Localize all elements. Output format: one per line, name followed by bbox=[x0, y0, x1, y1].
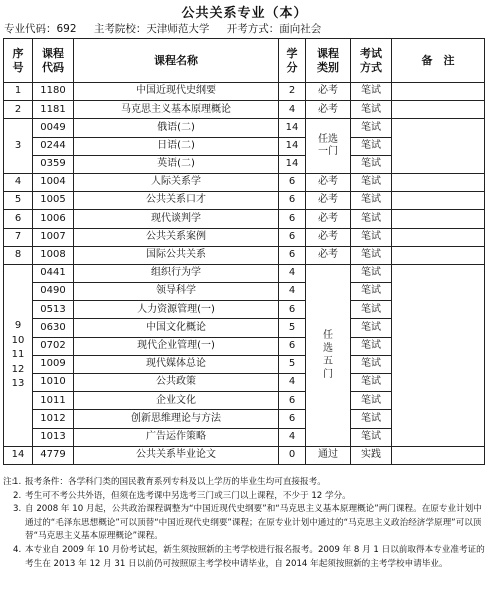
table-cell: 笔试 bbox=[351, 283, 392, 301]
table-cell: 人际关系学 bbox=[74, 173, 279, 191]
table-cell: 马克思主义基本原理概论 bbox=[74, 101, 279, 119]
table-cell: 必考 bbox=[306, 173, 351, 191]
table-row bbox=[4, 228, 485, 246]
table-cell: 公共关系案例 bbox=[74, 228, 279, 246]
text-span: 13 bbox=[11, 378, 25, 390]
table-cell: 笔试 bbox=[351, 337, 392, 355]
text-span: 2. bbox=[13, 490, 22, 501]
table-cell: 笔试 bbox=[351, 83, 392, 101]
table-cell: 笔试 bbox=[351, 374, 392, 392]
table-cell: 6 bbox=[279, 410, 306, 428]
table-cell: 5 bbox=[279, 355, 306, 373]
header-seq bbox=[4, 39, 33, 83]
table-cell: 必考 bbox=[306, 192, 351, 210]
table-cell: 0441 bbox=[33, 264, 74, 282]
table-cell bbox=[392, 119, 485, 174]
table-cell: 现代媒体总论 bbox=[74, 355, 279, 373]
table-cell: 笔试 bbox=[351, 410, 392, 428]
text-span: 9 bbox=[14, 320, 22, 332]
table-cell: 笔试 bbox=[351, 119, 392, 137]
table-cell: 5 bbox=[279, 319, 306, 337]
text-span: 序 bbox=[12, 46, 24, 60]
table-cell: 1005 bbox=[33, 192, 74, 210]
text-span: 3. bbox=[13, 504, 22, 515]
table-cell: 日语(二) bbox=[74, 137, 279, 155]
note-item bbox=[3, 490, 485, 504]
table-cell: 笔试 bbox=[351, 428, 392, 446]
text-span: 10 bbox=[11, 334, 25, 346]
elective-five-label bbox=[306, 264, 351, 446]
header-remark: 备 注 bbox=[392, 39, 485, 83]
table-cell: 0 bbox=[279, 446, 306, 464]
table-cell: 笔试 bbox=[351, 246, 392, 264]
header-name: 课程名称 bbox=[74, 39, 279, 83]
stacked-label bbox=[351, 47, 391, 75]
text-span: 自 2008 年 10 月起，公共政治课程调整为“中国近现代史纲要”和“马克思主义基本原理概论”两门课程。在原专业计划中通过的“毛泽东思想概论”可以顶替“中国近现代史纲要”课程；在原专业计划中通过的“马克思主义政治经济学原理”可以顶替“马克思主义基本原理概论”课程。 bbox=[25, 504, 482, 542]
table-cell: 4779 bbox=[33, 446, 74, 464]
table-cell bbox=[392, 173, 485, 191]
text-span: 号 bbox=[12, 60, 24, 74]
table-cell: 3 bbox=[4, 119, 33, 174]
table-cell: 中国文化概论 bbox=[74, 319, 279, 337]
text-span: 考生可不考公共外语，但须在选考课中另选考三门或三门以上课程，不少于 12 学分。 bbox=[25, 490, 351, 501]
table-cell: 6 bbox=[279, 228, 306, 246]
table-cell: 0702 bbox=[33, 337, 74, 355]
text-span: 任 bbox=[323, 330, 333, 342]
table-row bbox=[4, 210, 485, 228]
table-row bbox=[4, 246, 485, 264]
table-cell: 7 bbox=[4, 228, 33, 246]
table-cell: 1007 bbox=[33, 228, 74, 246]
header-exam bbox=[351, 39, 392, 83]
table-cell: 笔试 bbox=[351, 210, 392, 228]
text-span: 类别 bbox=[317, 60, 339, 74]
notes-lead: 注: bbox=[3, 477, 15, 487]
table-cell: 2 bbox=[4, 101, 33, 119]
table-cell bbox=[392, 101, 485, 119]
table-cell: 必考 bbox=[306, 246, 351, 264]
text-span: 课程 bbox=[317, 46, 339, 60]
table-cell: 6 bbox=[279, 173, 306, 191]
note-item bbox=[3, 476, 485, 490]
table-cell: 1010 bbox=[33, 374, 74, 392]
text-span: 分 bbox=[286, 60, 298, 74]
table-cell: 8 bbox=[4, 246, 33, 264]
table-cell: 6 bbox=[279, 246, 306, 264]
table-cell: 公共政策 bbox=[74, 374, 279, 392]
table-cell: 6 bbox=[279, 301, 306, 319]
notes-section bbox=[3, 476, 485, 571]
table-cell: 公共关系口才 bbox=[74, 192, 279, 210]
table-cell: 6 bbox=[279, 210, 306, 228]
course-table bbox=[3, 38, 485, 465]
table-cell: 4 bbox=[279, 264, 306, 282]
host-school: 主考院校：天津师范大学 bbox=[93, 23, 210, 35]
stacked-label bbox=[33, 47, 73, 75]
table-row bbox=[4, 119, 485, 137]
table-cell: 1011 bbox=[33, 392, 74, 410]
table-cell: 1008 bbox=[33, 246, 74, 264]
stacked-label bbox=[4, 47, 32, 75]
major-info bbox=[4, 21, 335, 36]
table-cell: 笔试 bbox=[351, 192, 392, 210]
table-cell: 现代企业管理(一) bbox=[74, 337, 279, 355]
table-cell: 0513 bbox=[33, 301, 74, 319]
table-cell: 笔试 bbox=[351, 264, 392, 282]
table-cell: 广告运作策略 bbox=[74, 428, 279, 446]
text-span: 选 bbox=[323, 343, 333, 355]
table-cell: 0630 bbox=[33, 319, 74, 337]
table-cell: 0490 bbox=[33, 283, 74, 301]
text-span: 12 bbox=[11, 363, 25, 375]
table-cell: 人力资源管理(一) bbox=[74, 301, 279, 319]
table-cell bbox=[392, 192, 485, 210]
table-cell: 必考 bbox=[306, 228, 351, 246]
table-cell bbox=[392, 246, 485, 264]
text-span: 课程 bbox=[42, 46, 64, 60]
table-cell: 笔试 bbox=[351, 355, 392, 373]
text-span: 门 bbox=[323, 369, 333, 381]
text-span: 报考条件：各学科门类的国民教育系列专科及以上学历的毕业生均可直接报考。 bbox=[25, 477, 326, 487]
stacked-label bbox=[4, 319, 32, 392]
table-cell: 笔试 bbox=[351, 155, 392, 173]
table-cell bbox=[392, 264, 485, 446]
table-cell: 5 bbox=[4, 192, 33, 210]
table-cell: 14 bbox=[279, 137, 306, 155]
text-span: 一门 bbox=[318, 146, 338, 158]
table-cell: 国际公共关系 bbox=[74, 246, 279, 264]
table-cell: 1 bbox=[4, 83, 33, 101]
stacked-label bbox=[306, 47, 350, 75]
exam-mode: 开考方式：面向社会 bbox=[226, 23, 322, 35]
table-cell: 1013 bbox=[33, 428, 74, 446]
table-row bbox=[4, 192, 485, 210]
table-cell: 4 bbox=[279, 101, 306, 119]
text-span: 本专业自 2009 年 10 月份考试起，新生须按照新的主考学校进行报名报考。2009 年 8 月 1 日以前取得本专业准考证的考生在 2013 年 12 月 31 日以前仍可按照原主考学校申请毕业，自 2014 年起须按照新的主考学校申请毕业。 bbox=[25, 544, 485, 569]
table-cell bbox=[392, 210, 485, 228]
table-cell: 英语(二) bbox=[74, 155, 279, 173]
table-cell: 必考 bbox=[306, 83, 351, 101]
text-span: 学 bbox=[286, 46, 298, 60]
note-item bbox=[3, 544, 485, 571]
table-cell: 0049 bbox=[33, 119, 74, 137]
table-row bbox=[4, 101, 485, 119]
table-row bbox=[4, 83, 485, 101]
table-cell: 0359 bbox=[33, 155, 74, 173]
table-cell: 1181 bbox=[33, 101, 74, 119]
table-cell: 6 bbox=[4, 210, 33, 228]
text-span: 考试 bbox=[360, 46, 382, 60]
table-cell: 0244 bbox=[33, 137, 74, 155]
text-span: 4. bbox=[13, 544, 22, 555]
table-cell: 创新思维理论与方法 bbox=[74, 410, 279, 428]
table-cell: 实践 bbox=[351, 446, 392, 464]
table-cell: 笔试 bbox=[351, 137, 392, 155]
table-cell: 笔试 bbox=[351, 301, 392, 319]
note-item bbox=[3, 503, 485, 544]
table-cell bbox=[392, 83, 485, 101]
table-cell: 通过 bbox=[306, 446, 351, 464]
table-row bbox=[4, 264, 485, 282]
table-cell: 1004 bbox=[33, 173, 74, 191]
table-cell: 笔试 bbox=[351, 392, 392, 410]
table-cell: 14 bbox=[4, 446, 33, 464]
text-span: 11 bbox=[11, 349, 25, 361]
table-cell: 1012 bbox=[33, 410, 74, 428]
table-cell: 14 bbox=[279, 155, 306, 173]
text-span: 1. bbox=[13, 477, 22, 487]
table-cell: 6 bbox=[279, 392, 306, 410]
header-code bbox=[33, 39, 74, 83]
seq-group-9-13 bbox=[4, 264, 33, 446]
table-cell: 4 bbox=[279, 283, 306, 301]
table-cell bbox=[392, 446, 485, 464]
table-cell: 4 bbox=[279, 374, 306, 392]
table-cell: 14 bbox=[279, 119, 306, 137]
table-cell: 俄语(二) bbox=[74, 119, 279, 137]
text-span: 代码 bbox=[42, 60, 64, 74]
table-cell: 4 bbox=[279, 428, 306, 446]
table-cell: 公共关系毕业论文 bbox=[74, 446, 279, 464]
header-type bbox=[306, 39, 351, 83]
stacked-label bbox=[306, 329, 350, 381]
table-cell: 领导科学 bbox=[74, 283, 279, 301]
stacked-label bbox=[306, 134, 350, 159]
table-cell: 现代谈判学 bbox=[74, 210, 279, 228]
table-cell: 2 bbox=[279, 83, 306, 101]
elective-one-label bbox=[306, 119, 351, 174]
table-cell: 1006 bbox=[33, 210, 74, 228]
text-span: 任选 bbox=[318, 133, 338, 145]
page-title: 公共关系专业（本） bbox=[181, 6, 308, 21]
header-credit bbox=[279, 39, 306, 83]
text-span: 方式 bbox=[360, 60, 382, 74]
table-cell: 组织行为学 bbox=[74, 264, 279, 282]
table-cell: 1009 bbox=[33, 355, 74, 373]
major-code: 专业代码：692 bbox=[4, 23, 77, 35]
table-cell bbox=[392, 228, 485, 246]
table-cell: 笔试 bbox=[351, 228, 392, 246]
table-cell: 笔试 bbox=[351, 101, 392, 119]
table-cell: 6 bbox=[279, 337, 306, 355]
stacked-label bbox=[279, 47, 305, 75]
table-cell: 企业文化 bbox=[74, 392, 279, 410]
table-cell: 中国近现代史纲要 bbox=[74, 83, 279, 101]
table-cell: 必考 bbox=[306, 101, 351, 119]
table-cell: 必考 bbox=[306, 210, 351, 228]
text-span: 五 bbox=[323, 356, 333, 368]
table-cell: 4 bbox=[4, 173, 33, 191]
table-row bbox=[4, 173, 485, 191]
table-cell: 笔试 bbox=[351, 319, 392, 337]
table-header-row bbox=[4, 39, 485, 83]
table-row bbox=[4, 446, 485, 464]
table-cell: 6 bbox=[279, 192, 306, 210]
table-cell: 1180 bbox=[33, 83, 74, 101]
table-cell: 笔试 bbox=[351, 173, 392, 191]
